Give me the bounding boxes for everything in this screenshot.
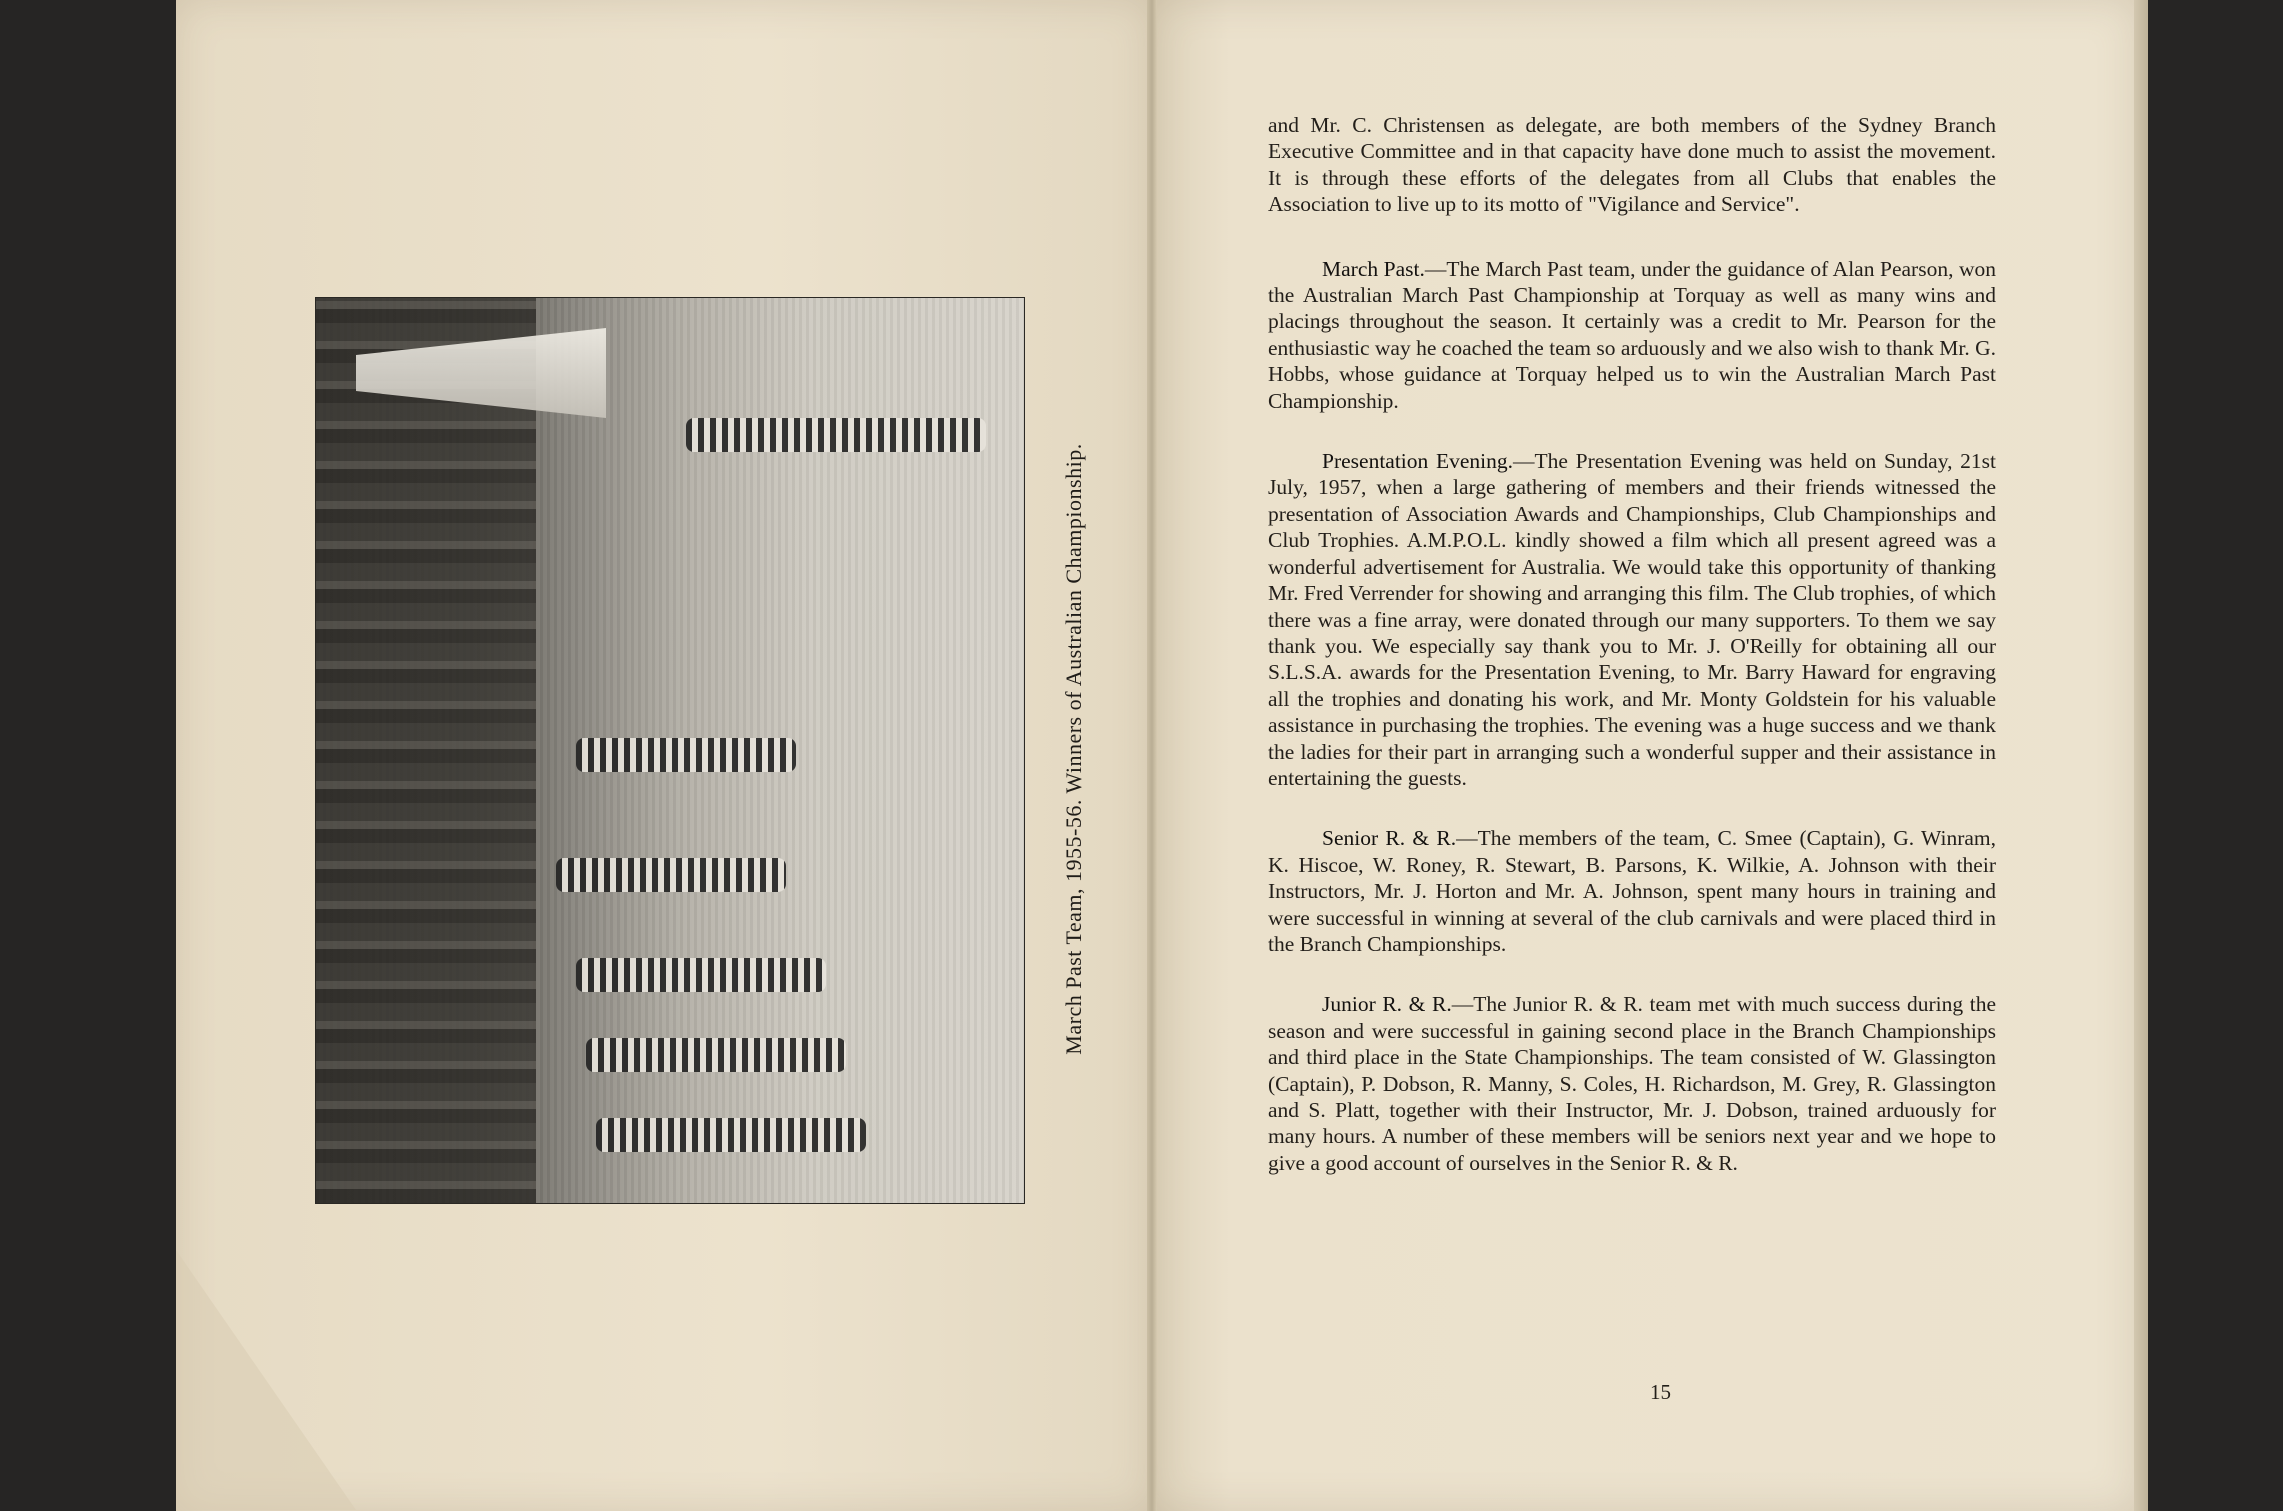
paragraph-continued bbox=[1268, 112, 1996, 218]
paragraph-heading: Presentation Evening. bbox=[1322, 449, 1513, 474]
march-past-team-photo bbox=[315, 297, 1025, 1204]
paragraph-junior-rr bbox=[1268, 991, 1996, 1176]
paragraph-senior-rr bbox=[1268, 825, 1996, 957]
paragraph-presentation-evening bbox=[1268, 448, 1996, 791]
paragraph-heading: Junior R. & R. bbox=[1322, 992, 1452, 1017]
folded-corner bbox=[176, 1250, 356, 1510]
paragraph-body: —The Junior R. & R. team met with much success during the season and were successful in gaining second place in the Branch Championships and third place in the State Championships. The team consisted of W. Glassington (Captain), P. Dobson, R. Manny, S. Coles, H. Richardson, M. Grey, R. Glassington and S. Platt, together with their Instructor, Mr. J. Dobson, trained arduously for many hours. A number of these members will be seniors next year and we hope to give a good account of ourselves in the Senior R. & R. bbox=[1268, 992, 1996, 1175]
photo-marcher bbox=[556, 858, 786, 892]
paragraph-heading: Senior R. & R. bbox=[1322, 826, 1457, 851]
paragraph-body: and Mr. C. Christensen as delegate, are both members of the Sydney Branch Executive Committee and in that capacity have done much to assist the movement. It is through these efforts of the delegates from all Clubs that enables the Association to live up to its motto of "Vigilance and Service". bbox=[1268, 113, 1996, 217]
photo-background-town bbox=[316, 298, 536, 1203]
paragraph-body: —The Presentation Evening was held on Sunday, 21st July, 1957, when a large gathering of members and their friends witnessed the presentation of Association Awards and Championships, Club Championships and Club Trophies. A.M.P.O.L. kindly showed a film which all present agreed was a wonderful advertisement for Australia. We would take this opportunity of thanking Mr. Fred Verrender for showing and arranging this film. The Club trophies, of which there was a fine array, were donated through our many supporters. To them we say thank you. We especially say thank you to Mr. J. O'Reilly for obtaining all our S.L.S.A. awards for the Presentation Evening, to Mr. Barry Haward for engraving all the trophies and donating his work, and Mr. Monty Goldstein for his valuable assistance in purchasing the trophies. The evening was a huge success and we thank the ladies for their part in arranging such a wonderful supper and their assistance in entertaining the guests. bbox=[1268, 449, 1996, 790]
article-body bbox=[1268, 112, 1996, 1210]
page-edge bbox=[2134, 0, 2148, 1511]
photo-marcher bbox=[576, 958, 826, 992]
paragraph-body: —The March Past team, under the guidance of Alan Pearson, won the Australian March Past Championship at Torquay as well as many wins and placings throughout the season. It certainly was a credit to Mr. Pearson for the enthusiastic way he coached the team so arduously and we also wish to thank Mr. G. Hobbs, whose guidance at Torquay helped us to win the Australian March Past Championship. bbox=[1268, 256, 1997, 413]
photo-caption: March Past Team, 1955-56. Winners of Australian Championship. bbox=[1061, 443, 1086, 1055]
paragraph-body: —The members of the team, C. Smee (Captain), G. Winram, K. Hiscoe, W. Roney, R. Stewart, B. Parsons, K. Wilkie, A. Johnson with their Instructors, Mr. J. Horton and Mr. A. Johnson, spent many hours in training and were successful in winning at several of the club carnivals and were placed third in the Branch Championships. bbox=[1268, 826, 1996, 956]
paragraph-march-past bbox=[1268, 256, 1996, 414]
book-spine bbox=[1147, 0, 1157, 1511]
page-number: 15 bbox=[1650, 1380, 1671, 1404]
photo-marcher bbox=[586, 1038, 846, 1072]
photo-marcher bbox=[596, 1118, 866, 1152]
paragraph-heading: March Past. bbox=[1322, 256, 1425, 281]
photo-marcher bbox=[686, 418, 986, 452]
photo-marcher bbox=[576, 738, 796, 772]
